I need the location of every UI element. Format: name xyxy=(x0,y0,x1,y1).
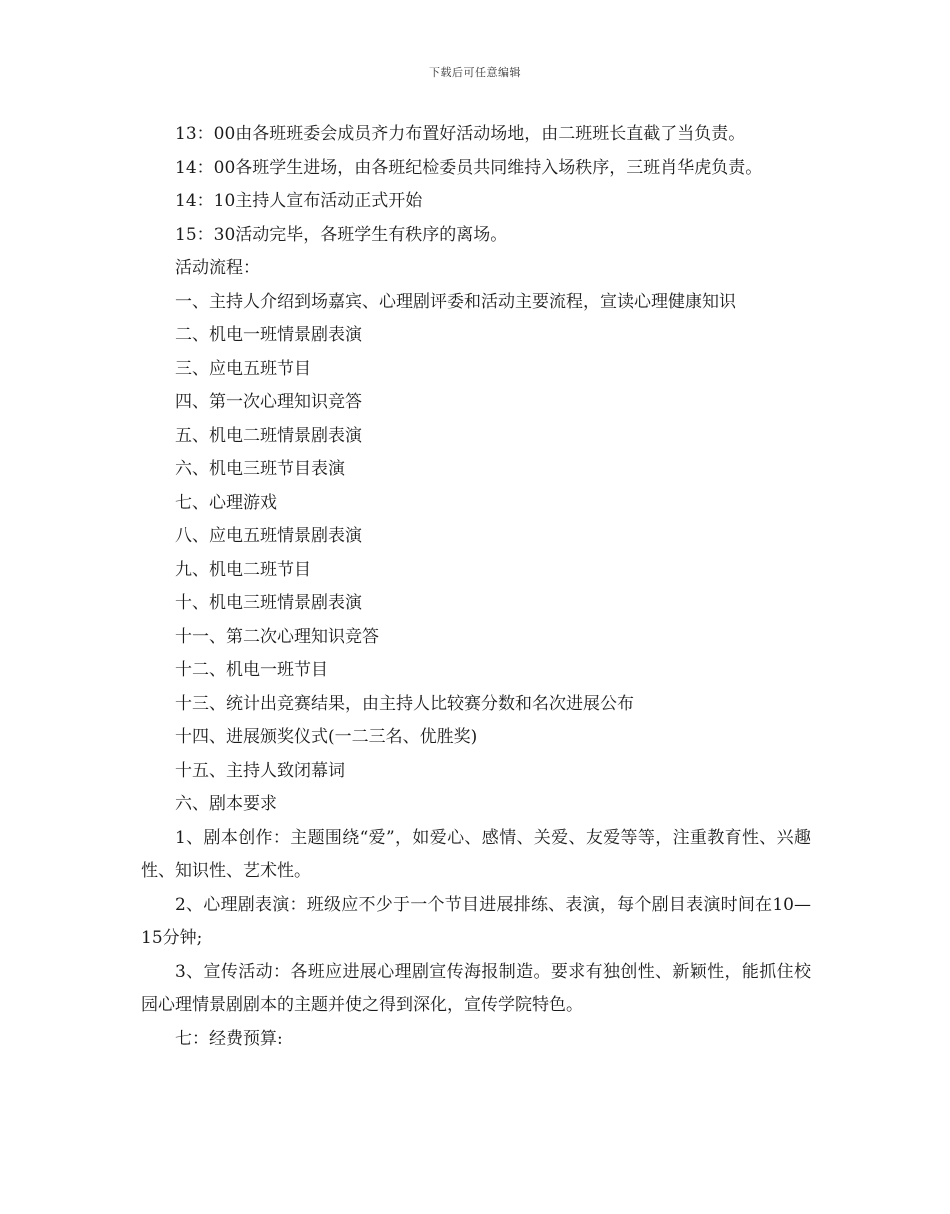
flow-item: 十四、进展颁奖仪式(一二三名、优胜奖) xyxy=(175,727,478,747)
flow-heading: 活动流程： xyxy=(175,258,260,278)
flow-item: 一、主持人介绍到场嘉宾、心理剧评委和活动主要流程，宣读心理健康知识 xyxy=(175,291,736,312)
flow-item: 四、第一次心理知识竞答 xyxy=(175,392,362,412)
flow-item: 十五、主持人致闭幕词 xyxy=(175,760,345,781)
script-requirement-item: 2、心理剧表演：班级应不少于一个节目进展排练、表演，每个剧目表演时间在10—15分钟; xyxy=(141,894,811,948)
flow-item: 五、机电二班情景剧表演 xyxy=(175,425,362,446)
flow-item: 十、机电三班情景剧表演 xyxy=(175,593,362,613)
script-requirement-item: 1、剧本创作：主题围绕“爱”，如爱心、感情、关爱、友爱等等，注重教育性、兴趣性、知识性、艺术性。 xyxy=(141,827,811,881)
flow-item: 十二、机电一班节目 xyxy=(175,660,328,680)
flow-item: 六、机电三班节目表演 xyxy=(175,459,345,479)
header-note: 下载后可任意编辑 xyxy=(429,66,521,79)
schedule-line: 13：00由各班班委会成员齐力布置好活动场地，由二班班长直截了当负责。 xyxy=(175,124,746,144)
flow-item: 十一、第二次心理知识竞答 xyxy=(175,626,379,647)
flow-item: 九、机电二班节目 xyxy=(175,559,311,580)
flow-item: 十三、统计出竞赛结果，由主持人比较赛分数和名次进展公布 xyxy=(175,693,634,714)
script-requirements-heading: 六、剧本要求 xyxy=(175,794,277,814)
schedule-line: 14：10主持人宣布活动正式开始 xyxy=(175,191,423,211)
flow-item: 七、心理游戏 xyxy=(175,492,277,513)
schedule-line: 15：30活动完毕，各班学生有秩序的离场。 xyxy=(175,224,508,245)
schedule-line: 14：00各班学生进场，由各班纪检委员共同维持入场秩序，三班肖华虎负责。 xyxy=(175,157,763,178)
flow-item: 三、应电五班节目 xyxy=(175,358,311,379)
script-requirement-item: 3、宣传活动：各班应进展心理剧宣传海报制造。要求有独创性、新颖性，能抓住校园心理情景剧剧本的主题并使之得到深化，宣传学院特色。 xyxy=(141,961,811,1015)
budget-heading: 七：经费预算: xyxy=(175,1028,283,1049)
flow-item: 八、应电五班情景剧表演 xyxy=(175,526,362,546)
flow-item: 二、机电一班情景剧表演 xyxy=(175,325,362,345)
document-body xyxy=(141,118,811,1056)
